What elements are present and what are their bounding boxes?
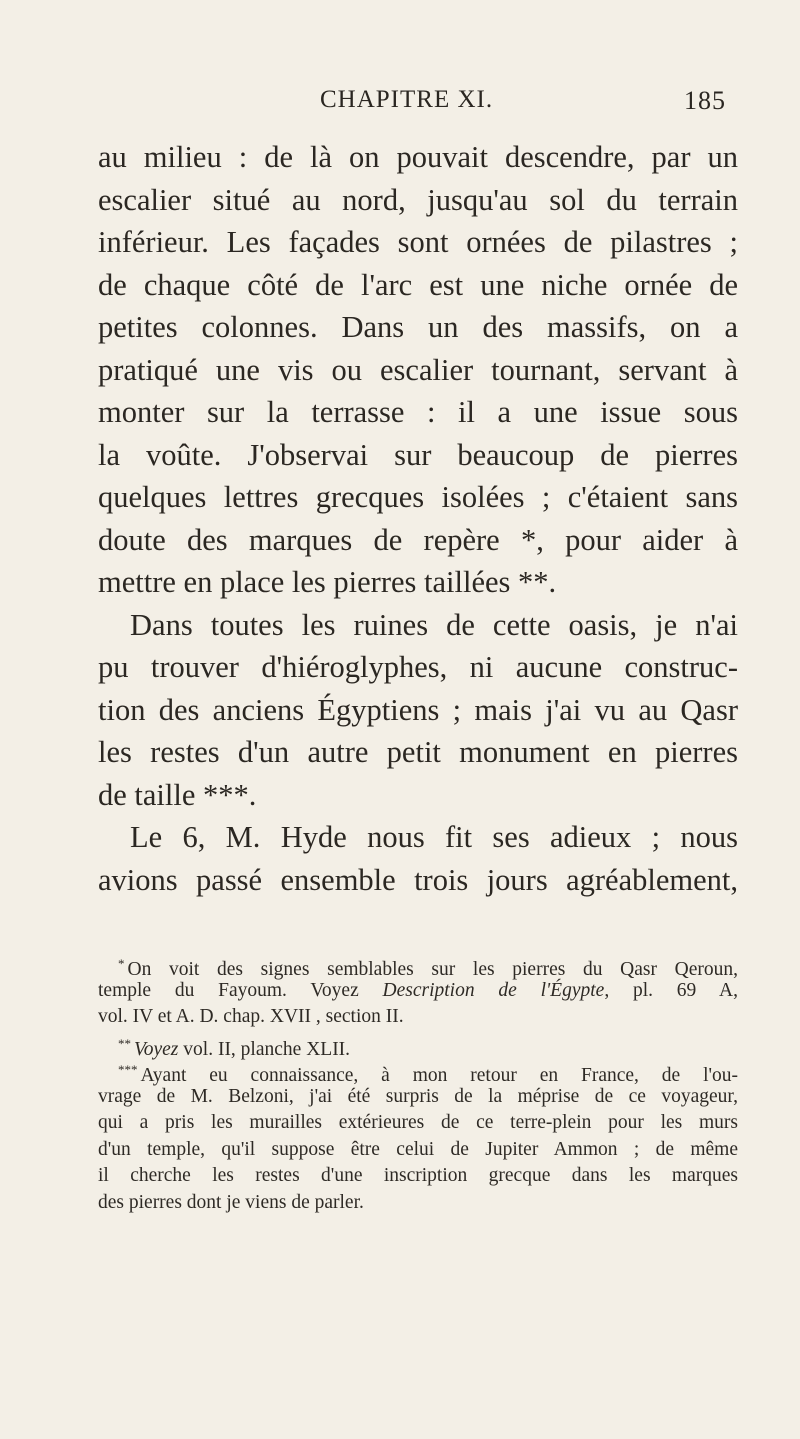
footnote-text: temple du Fayoum. Voyez [98, 979, 383, 1001]
page-number: 185 [684, 86, 726, 115]
text-line: tion des anciens Égyptiens ; mais j'ai vu au Qasr [98, 692, 738, 727]
text-line: mettre en place les pierres taillées **. [98, 565, 557, 599]
footnote-3-line [98, 1057, 738, 1084]
footnote-1-line: vol. IV et A. D. chap. XVII , section II. [98, 1006, 404, 1027]
text-line: Dans toutes les ruines de cette oasis, je n'ai [130, 607, 738, 642]
footnote-text: Ayant eu connaissance, à mon retour en France, de l'ou- [140, 1065, 738, 1086]
text-line: de taille ***. [98, 777, 257, 812]
text-line: avions passé ensemble trois jours agréablement, [98, 862, 738, 897]
footnotes [98, 951, 738, 1216]
text-line: inférieur. Les façades sont ornées de pilastres ; [98, 225, 738, 259]
footnote-2-line [98, 1031, 738, 1058]
text-line: les restes d'un autre petit monument en pierres [98, 735, 738, 769]
text-line: quelques lettres grecques isolées ; c'étaient sans [98, 480, 738, 514]
footnote-text: vol. II, planche XLII. [178, 1038, 351, 1060]
footnote-italic-title: Description de l'Égypte [382, 979, 605, 1001]
chapter-title: CHAPITRE XI. [320, 86, 494, 113]
footnote-3-line: qui a pris les murailles extérieures de ce terre-plein pour les murs [98, 1112, 738, 1133]
text-line: au milieu : de là on pouvait descendre, par un [98, 140, 738, 174]
text-line: monter sur la terrasse : il a une issue sous [98, 395, 738, 429]
text-line: Le 6, M. Hyde nous fit ses adieux ; nous [130, 820, 738, 854]
main-text [98, 136, 738, 901]
footnote-3-line: des pierres dont je viens de parler. [98, 1191, 364, 1213]
footnote-3-line: vrage de M. Belzoni, j'ai été surpris de la méprise de ce voyageur, [98, 1085, 738, 1107]
footnote-italic: Voyez [134, 1038, 179, 1060]
footnote-marker: ** [118, 1035, 131, 1051]
footnote-3-line: il cherche les restes d'une inscription grecque dans les marques [98, 1165, 738, 1186]
running-head [0, 86, 800, 126]
text-line: doute des marques de repère *, pour aider à [98, 522, 738, 557]
text-line: pu trouver d'hiéroglyphes, ni aucune construc- [98, 650, 738, 684]
footnote-1-line [98, 978, 738, 1005]
footnote-marker: * [118, 956, 125, 971]
footnote-marker: *** [118, 1062, 138, 1077]
text-line: escalier situé au nord, jusqu'au sol du terrain [98, 182, 738, 217]
footnote-1-line [98, 951, 738, 978]
footnote-text: , pl. 69 A, [604, 979, 738, 1001]
text-line: petites colonnes. Dans un des massifs, on a [98, 310, 738, 344]
footnote-text: On voit des signes semblables sur les pierres du Qasr Qeroun, [127, 959, 738, 980]
text-line: pratiqué une vis ou escalier tournant, servant à [98, 352, 738, 387]
text-line: la voûte. J'observai sur beaucoup de pierres [98, 437, 738, 472]
text-line: de chaque côté de l'arc est une niche ornée de [98, 267, 738, 302]
footnote-3-line: d'un temple, qu'il suppose être celui de Jupiter Ammon ; de même [98, 1138, 738, 1160]
